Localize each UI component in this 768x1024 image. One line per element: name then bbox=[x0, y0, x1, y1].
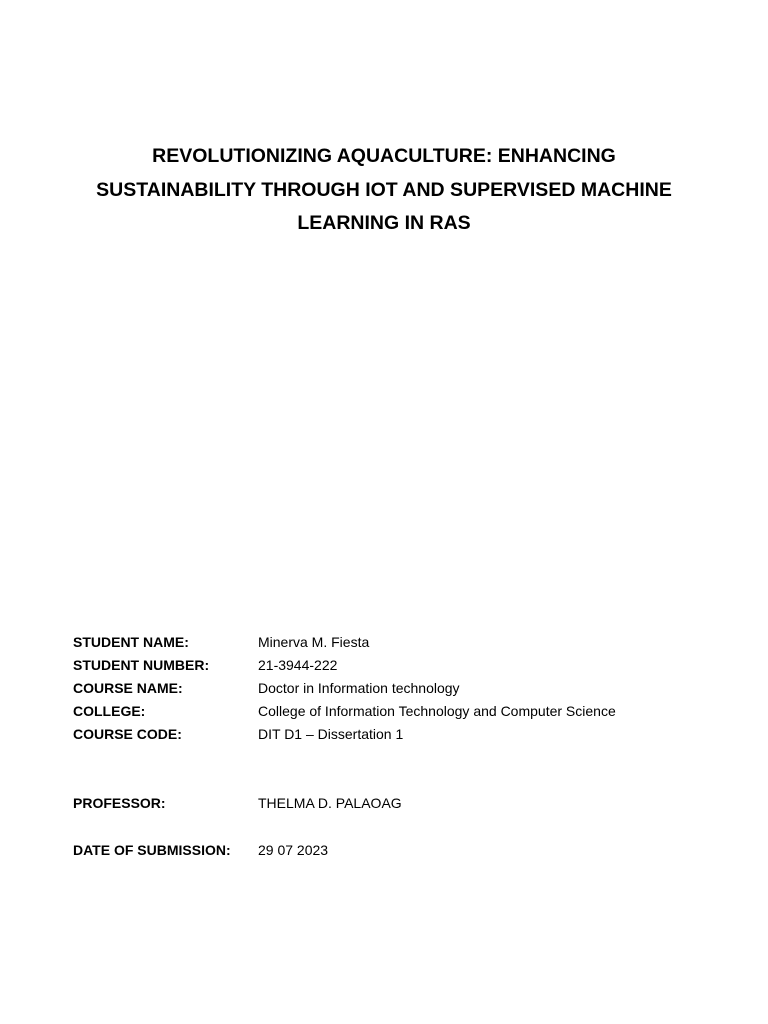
field-value: Minerva M. Fiesta bbox=[258, 634, 370, 650]
field-student-number bbox=[73, 654, 713, 677]
title-line-2: SUSTAINABILITY THROUGH IOT AND SUPERVISED MACHINE bbox=[96, 178, 672, 201]
field-college bbox=[73, 700, 713, 723]
field-value: Doctor in Information technology bbox=[258, 680, 460, 696]
field-course-name bbox=[73, 677, 713, 700]
field-label: STUDENT NUMBER: bbox=[73, 657, 210, 673]
field-label: STUDENT NAME: bbox=[73, 634, 189, 650]
field-label: PROFESSOR: bbox=[73, 795, 166, 811]
field-course-code bbox=[73, 723, 713, 746]
document-title bbox=[60, 140, 708, 241]
field-professor bbox=[73, 792, 713, 815]
field-value: DIT D1 – Dissertation 1 bbox=[258, 726, 404, 742]
field-label: COURSE CODE: bbox=[73, 726, 182, 742]
title-line-3: LEARNING IN RAS bbox=[297, 212, 471, 234]
field-value: College of Information Technology and Computer Science bbox=[258, 703, 616, 719]
field-value: 21-3944-222 bbox=[258, 657, 338, 673]
field-label: COURSE NAME: bbox=[73, 680, 183, 696]
field-date-of-submission bbox=[73, 839, 713, 862]
submission-details bbox=[73, 631, 713, 862]
field-value: THELMA D. PALAOAG bbox=[258, 795, 402, 811]
field-label: COLLEGE: bbox=[73, 703, 146, 719]
field-student-name bbox=[73, 631, 713, 654]
field-label: DATE OF SUBMISSION: bbox=[73, 842, 231, 858]
field-value: 29 07 2023 bbox=[258, 842, 329, 858]
title-line-1: REVOLUTIONIZING AQUACULTURE: ENHANCING bbox=[152, 145, 616, 167]
